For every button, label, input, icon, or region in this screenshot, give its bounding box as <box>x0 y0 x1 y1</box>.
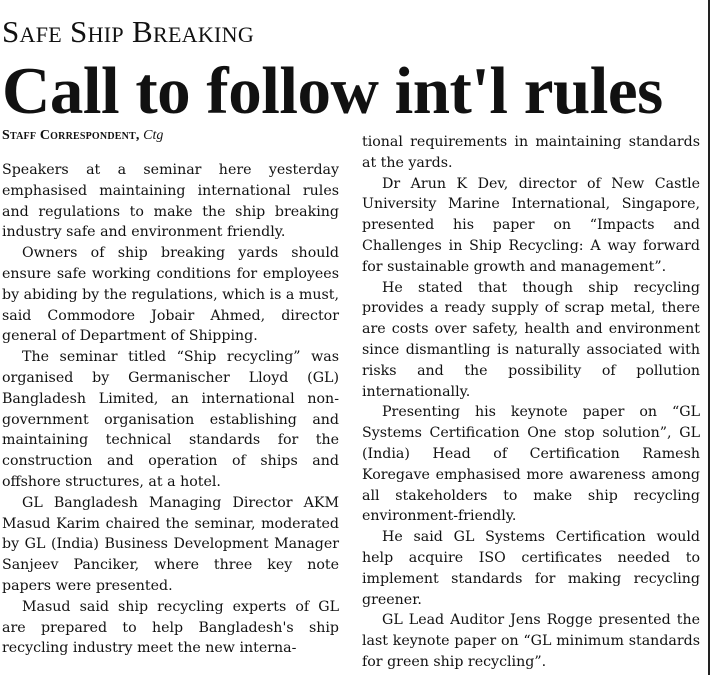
paragraph: Presenting his keynote paper on “GL Systems Certification One stop solution”, GL (India) Head of Certification Ramesh Koregave emphasised more awareness among all stakeholders to make ship recycling environment-friendly. <box>362 404 700 525</box>
paragraph: He stated that though ship recycling provides a ready supply of scrap metal, there are costs over safety, health and environment since dismantling is naturally associated with risks and the possibility of pollution internationally. <box>362 279 700 400</box>
left-column <box>2 127 339 659</box>
right-column <box>362 132 700 673</box>
byline-place: Ctg <box>143 128 164 143</box>
paragraph: Dr Arun K Dev, director of New Castle University Marine International, Singapore, presented his paper on “Impacts and Challenges in Ship Recycling: A way forward for sustainable growth and management”. <box>362 175 700 275</box>
headline: Call to follow int'l rules <box>2 54 663 128</box>
paragraph: Owners of ship breaking yards should ensure safe working conditions for employees by abiding by the regulations, which is a must, said Commodore Jobair Ahmed, director general of Department of Shipping. <box>2 245 339 345</box>
byline-name: Staff Correspondent, <box>2 128 140 143</box>
paragraph: The seminar titled “Ship recycling” was organised by Germanischer Lloyd (GL) Bangladesh Limited, an international non-government organisation establishing and maintaining technical standards for the construction and operation of ships and offshore structures, at a hotel. <box>2 349 339 490</box>
paragraph: He said GL Systems Certification would help acquire ISO certificates needed to implement standards for making recycling greener. <box>362 529 700 608</box>
paragraph-continued: tional requirements in maintaining standards at the yards. <box>362 134 700 171</box>
section-kicker: Safe Ship Breaking <box>2 14 255 49</box>
column-rule <box>708 0 710 675</box>
paragraph: GL Lead Auditor Jens Rogge presented the last keynote paper on “GL minimum standards for green ship recycling”. <box>362 612 700 670</box>
byline <box>2 127 339 145</box>
paragraph: GL Bangladesh Managing Director AKM Masud Karim chaired the seminar, moderated by GL (India) Business Development Manager Sanjeev Panciker, where three key note papers were presented. <box>2 494 339 594</box>
paragraph: Masud said ship recycling experts of GL are prepared to help Bangladesh's ship recycling industry meet the new interna- <box>2 598 339 657</box>
paragraph-lead: Speakers at a seminar here yesterday emphasised maintaining international rules and regulations to make the ship breaking industry safe and environment friendly. <box>2 162 339 241</box>
